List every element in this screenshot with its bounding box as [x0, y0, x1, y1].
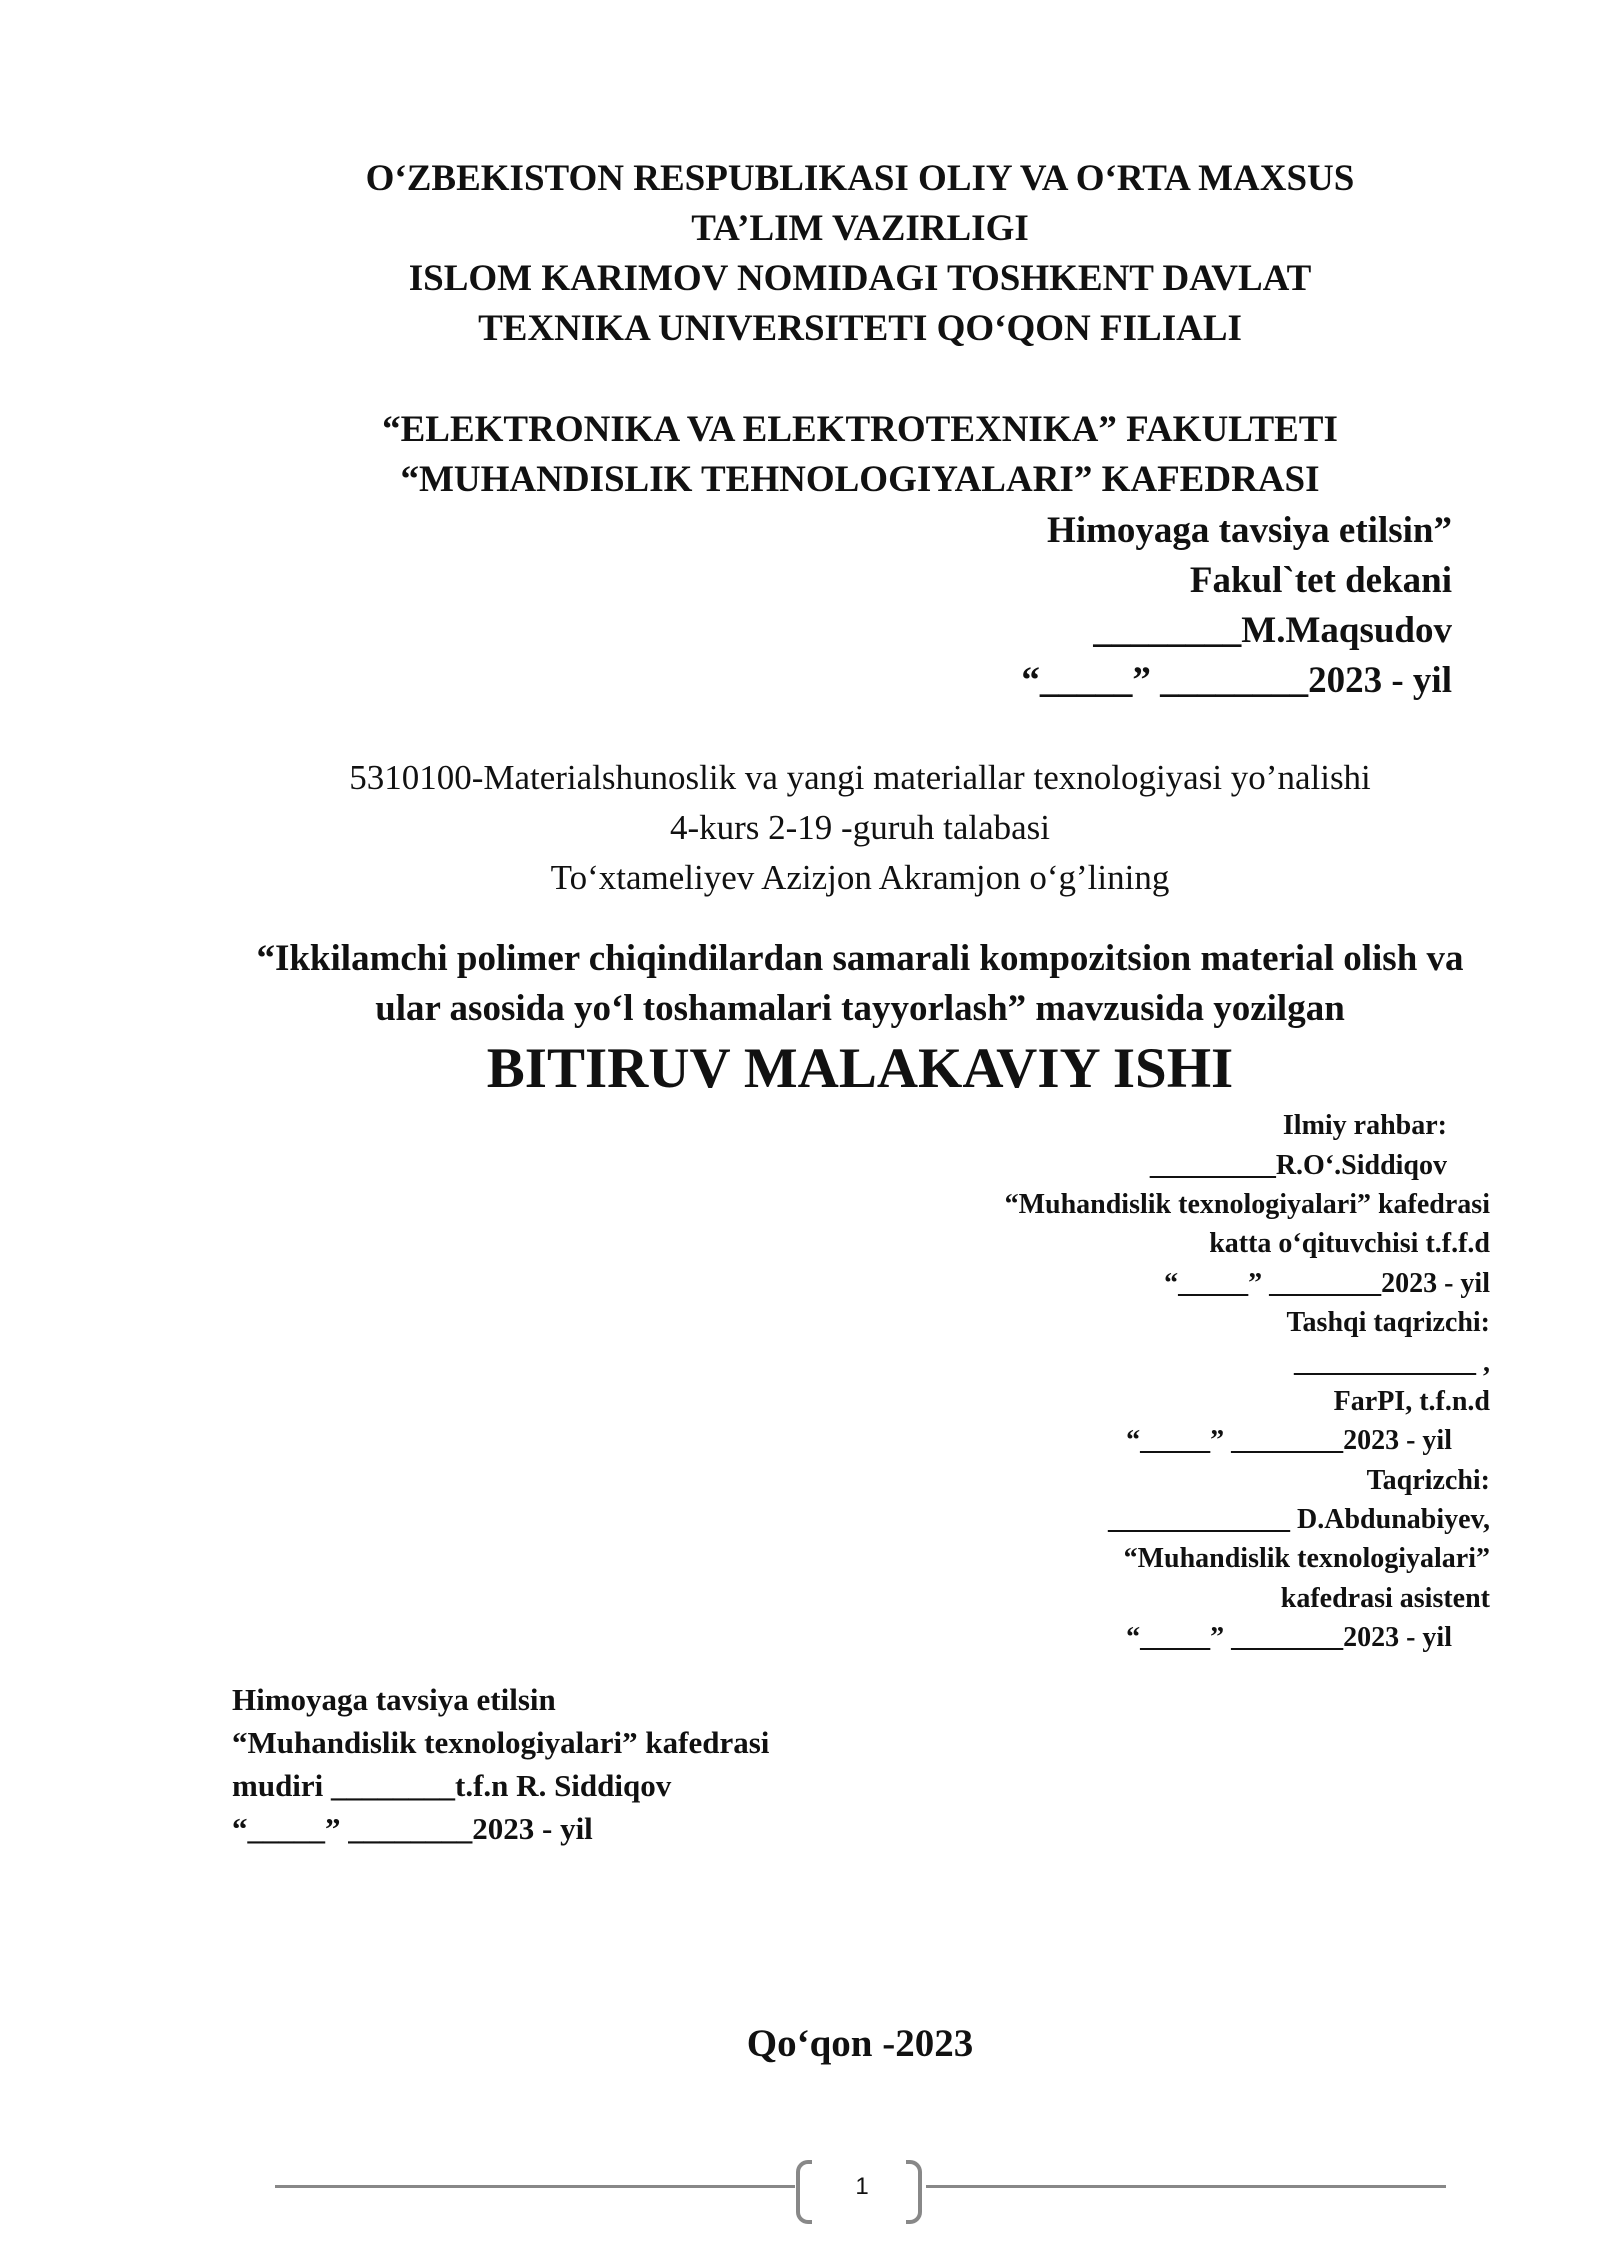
dean-title: Fakul`tet dekani	[1189, 560, 1452, 601]
reviewer-label: Taqrizchi:	[1366, 1465, 1490, 1496]
supervisor-date: “_____” ________2023 - yil	[1164, 1268, 1490, 1299]
dean-approval-line-1: Himoyaga tavsiya etilsin”	[1047, 510, 1452, 551]
ministry-line-1: O‘ZBEKISTON RESPUBLIKASI OLIY VA O‘RTA MAXSUS	[365, 158, 1355, 199]
external-reviewer-name: _____________ ,	[1294, 1347, 1490, 1378]
reviewer-department: “Muhandislik texnologiyalari”	[1123, 1543, 1490, 1574]
supervisor-department: “Muhandislik texnologiyalari” kafedrasi	[1004, 1189, 1490, 1220]
supervisor-position: katta o‘qituvchisi t.f.f.d	[1209, 1228, 1490, 1259]
footer-line-right	[926, 2185, 1446, 2188]
external-reviewer-date: “_____” ________2023 - yil	[1126, 1425, 1452, 1456]
supervisor-name: _________R.O‘.Siddiqov	[1149, 1150, 1447, 1181]
footer-bracket-right	[906, 2160, 922, 2224]
page-number: 1	[855, 2173, 869, 2200]
head-approval-signature: mudiri ________t.f.n R. Siddiqov	[232, 1768, 672, 1803]
student-group: 4-kurs 2-19 -guruh talabasi	[669, 808, 1051, 847]
student-name: To‘xtameliyev Azizjon Akramjon o‘g’lining	[550, 858, 1170, 897]
topic-line-1: “Ikkilamchi polimer chiqindilardan samarali kompozitsion material olish va	[256, 938, 1464, 979]
dean-signature: ________M.Maqsudov	[1093, 610, 1452, 651]
supervisor-label: Ilmiy rahbar:	[1282, 1110, 1447, 1141]
reviewer-date: “_____” ________2023 - yil	[1126, 1622, 1452, 1653]
reviewer-position: kafedrasi asistent	[1280, 1583, 1490, 1614]
city-year: Qo‘qon -2023	[746, 2022, 974, 2065]
university-line-1: ISLOM KARIMOV NOMIDAGI TOSHKENT DAVLAT	[408, 258, 1312, 299]
department-name: “MUHANDISLIK TEHNOLOGIYALARI” KAFEDRASI	[400, 459, 1320, 500]
reviewer-name: _____________ D.Abdunabiyev,	[1108, 1504, 1490, 1535]
topic-line-2: ular asosida yo‘l toshamalari tayyorlash” mavzusida yozilgan	[375, 988, 1345, 1029]
footer-bracket-left	[796, 2160, 812, 2224]
footer-line-left	[275, 2185, 795, 2188]
ministry-line-2: TA’LIM VAZIRLIGI	[691, 208, 1029, 249]
head-approval-date: “_____” ________2023 - yil	[232, 1811, 593, 1846]
dean-date: “_____” ________2023 - yil	[1021, 660, 1452, 701]
faculty-name: “ELEKTRONIKA VA ELEKTROTEXNIKA” FAKULTETI	[382, 409, 1338, 450]
university-line-2: TEXNIKA UNIVERSITETI QO‘QON FILIALI	[478, 308, 1242, 349]
head-approval-line-1: Himoyaga tavsiya etilsin	[232, 1682, 556, 1717]
external-reviewer-label: Tashqi taqrizchi:	[1286, 1307, 1490, 1338]
work-title: BITIRUV MALAKAVIY ISHI	[486, 1037, 1234, 1100]
head-approval-department: “Muhandislik texnologiyalari” kafedrasi	[232, 1725, 770, 1760]
external-reviewer-org: FarPI, t.f.n.d	[1333, 1386, 1490, 1417]
student-specialty: 5310100-Materialshunoslik va yangi materiallar texnologiyasi yo’nalishi	[349, 758, 1371, 797]
